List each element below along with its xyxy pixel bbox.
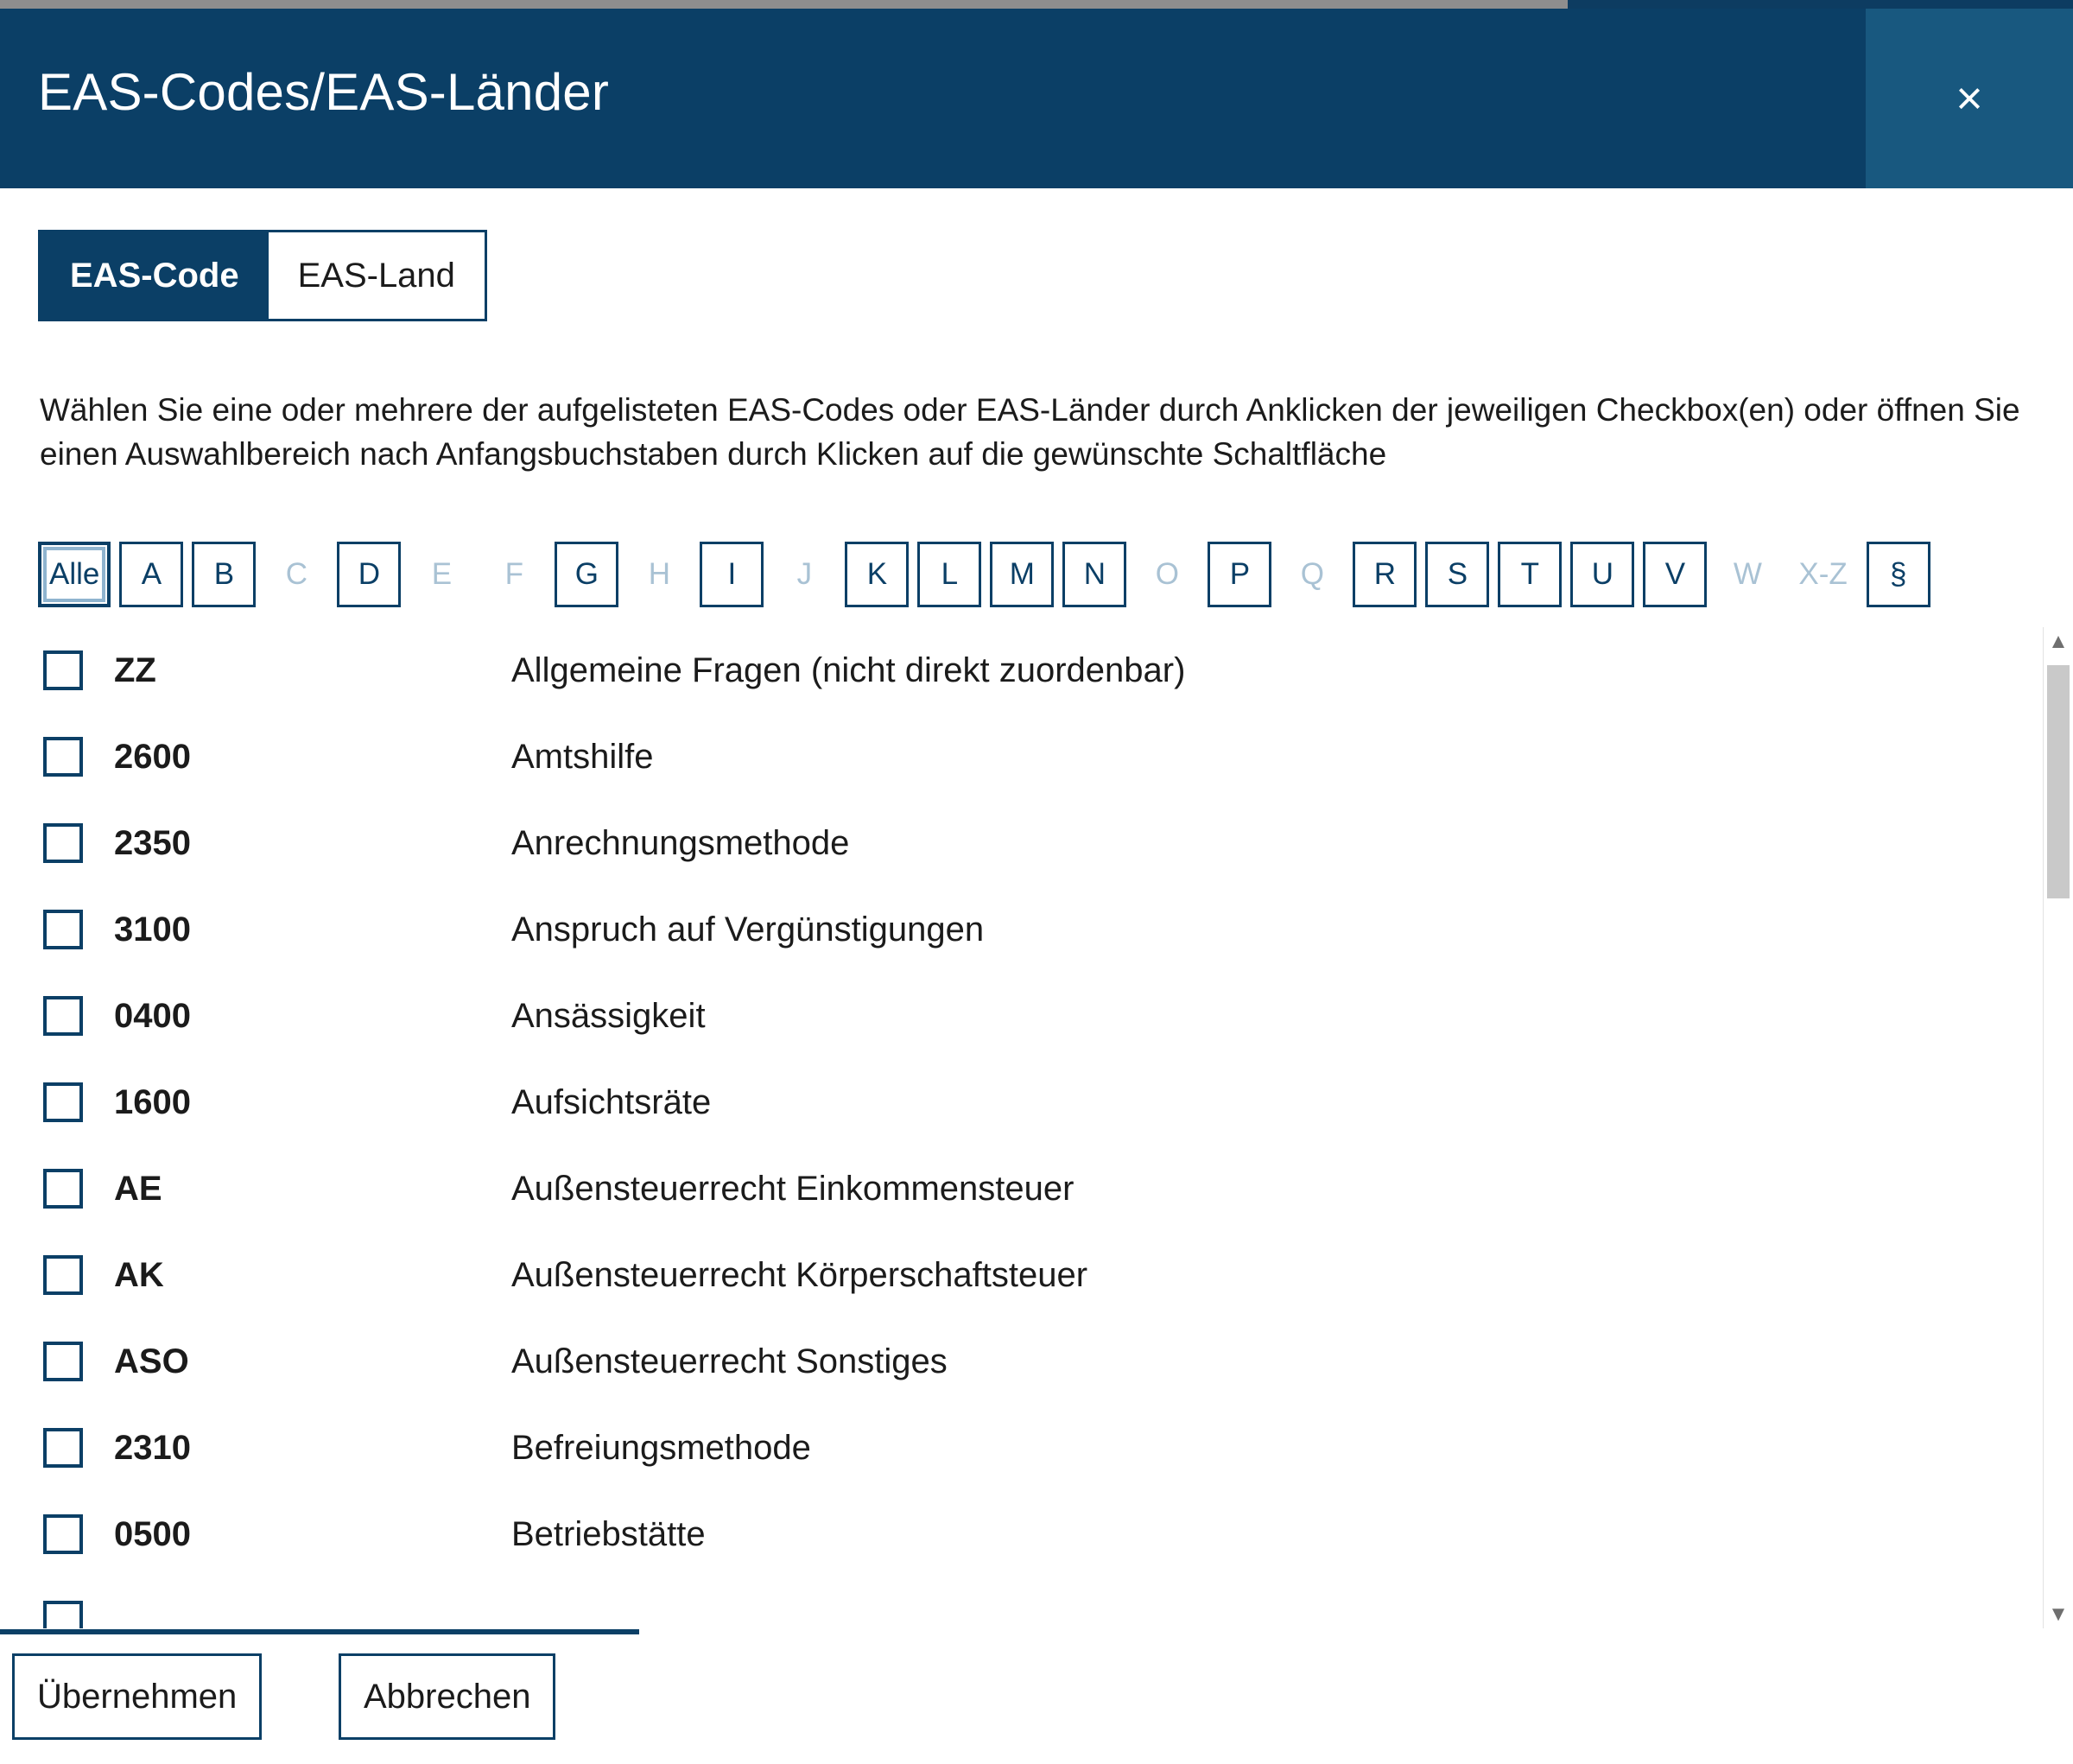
- cancel-button[interactable]: Abbrechen: [339, 1653, 555, 1740]
- eas-code-list: [0, 627, 2073, 1629]
- scroll-up-icon[interactable]: ▲: [2048, 630, 2069, 653]
- alphabet-filter-bar: [38, 542, 1939, 607]
- list-item-label: Aufsichtsräte: [511, 1082, 712, 1121]
- list-item-code: 0500: [114, 1514, 191, 1553]
- checkbox[interactable]: [43, 1169, 83, 1209]
- alpha-button-i[interactable]: I: [700, 542, 764, 607]
- list-item-label: Anrechnungsmethode: [511, 823, 850, 862]
- list-item-label: Außensteuerrecht Körperschaftsteuer: [511, 1255, 1088, 1294]
- alpha-button-xz: X-Z: [1788, 542, 1857, 607]
- alpha-button-e: E: [409, 542, 473, 607]
- list-item-label: Betriebstätte: [511, 1514, 706, 1553]
- list-item[interactable]: [0, 1145, 2013, 1232]
- background-strip-right: [1568, 0, 2073, 9]
- alpha-button-r[interactable]: R: [1353, 542, 1417, 607]
- list-item[interactable]: [0, 627, 2013, 714]
- eas-codes-dialog: [0, 9, 2073, 1764]
- alpha-button-b[interactable]: B: [192, 542, 256, 607]
- list-item-code: 1600: [114, 1082, 191, 1121]
- checkbox[interactable]: [43, 996, 83, 1036]
- alpha-button-m[interactable]: M: [990, 542, 1054, 607]
- list-item[interactable]: [0, 1405, 2013, 1491]
- list-item[interactable]: [0, 886, 2013, 973]
- close-button[interactable]: [1866, 9, 2073, 188]
- list-item-label: Außensteuerrecht Sonstiges: [511, 1342, 948, 1380]
- list-item-code: 0400: [114, 996, 191, 1035]
- scrollbar-thumb[interactable]: [2047, 665, 2070, 898]
- alpha-button-h: H: [627, 542, 691, 607]
- alpha-button-d[interactable]: D: [337, 542, 401, 607]
- close-icon: ×: [1956, 73, 1983, 124]
- list-scrollbar[interactable]: [2043, 627, 2073, 1629]
- list-item-label: Allgemeine Fragen (nicht direkt zuordenbar): [511, 650, 1186, 689]
- alpha-button-alle[interactable]: Alle: [38, 542, 111, 607]
- alpha-button-j: J: [772, 542, 836, 607]
- checkbox[interactable]: [43, 737, 83, 777]
- list-item-code: 2350: [114, 823, 191, 862]
- checkbox[interactable]: [43, 650, 83, 690]
- list-item-code: AK: [114, 1255, 164, 1294]
- list-item-label: Anspruch auf Vergünstigungen: [511, 910, 985, 949]
- list-item-partial[interactable]: [0, 1577, 2013, 1629]
- alpha-button-k[interactable]: K: [845, 542, 909, 607]
- list-item-code: 2600: [114, 737, 191, 776]
- dialog-header: [0, 9, 2073, 188]
- list-item[interactable]: [0, 1059, 2013, 1145]
- list-item[interactable]: [0, 714, 2013, 800]
- tab-eas-land[interactable]: EAS-Land: [269, 230, 487, 321]
- alpha-button-o: O: [1135, 542, 1199, 607]
- alpha-button-l[interactable]: L: [917, 542, 981, 607]
- alpha-button-paragraph[interactable]: §: [1867, 542, 1930, 607]
- list-item-code: ZZ: [114, 650, 156, 689]
- list-item-code: AE: [114, 1169, 162, 1208]
- alpha-button-v[interactable]: V: [1643, 542, 1707, 607]
- dialog-footer: [0, 1628, 2073, 1764]
- list-item-label: Ansässigkeit: [511, 996, 706, 1035]
- alpha-button-c: C: [264, 542, 328, 607]
- list-item-label: Amtshilfe: [511, 737, 654, 776]
- tab-eas-code[interactable]: EAS-Code: [38, 230, 269, 321]
- list-item[interactable]: [0, 1491, 2013, 1577]
- alpha-button-u[interactable]: U: [1570, 542, 1634, 607]
- list-item-code: 2310: [114, 1428, 191, 1467]
- alpha-button-g[interactable]: G: [555, 542, 618, 607]
- checkbox[interactable]: [43, 1255, 83, 1295]
- alpha-button-f: F: [482, 542, 546, 607]
- eas-code-list-inner: [0, 627, 2013, 1629]
- footer-divider: [0, 1629, 639, 1634]
- list-item[interactable]: [0, 1318, 2013, 1405]
- checkbox[interactable]: [43, 1428, 83, 1468]
- list-item-code: ASO: [114, 1342, 189, 1380]
- list-item-label: Befreiungsmethode: [511, 1428, 811, 1467]
- alpha-button-w: W: [1715, 542, 1779, 607]
- alpha-button-a[interactable]: A: [119, 542, 183, 607]
- instructions-text: Wählen Sie eine oder mehrere der aufgelisteten EAS-Codes oder EAS-Länder durch Anklicken der jeweiligen Checkbox(en) oder öffnen Sie einen Auswahlbereich nach Anfangsbuchstaben durch Klicken auf die gewünschte Schaltfläche: [40, 392, 2020, 472]
- checkbox[interactable]: [43, 910, 83, 949]
- checkbox[interactable]: [43, 1514, 83, 1554]
- alpha-button-n[interactable]: N: [1062, 542, 1126, 607]
- list-item-code: 3100: [114, 910, 191, 949]
- alpha-button-p[interactable]: P: [1208, 542, 1271, 607]
- list-item-label: Außensteuerrecht Einkommensteuer: [511, 1169, 1075, 1208]
- alpha-button-q: Q: [1280, 542, 1344, 607]
- checkbox[interactable]: [43, 1342, 83, 1381]
- checkbox[interactable]: [43, 1082, 83, 1122]
- alpha-button-s[interactable]: S: [1425, 542, 1489, 607]
- apply-button[interactable]: Übernehmen: [12, 1653, 262, 1740]
- list-item[interactable]: [0, 1232, 2013, 1318]
- list-item[interactable]: [0, 800, 2013, 886]
- checkbox[interactable]: [43, 1601, 83, 1629]
- tab-bar: [38, 230, 487, 321]
- page-title: EAS-Codes/EAS-Länder: [38, 63, 610, 121]
- list-item[interactable]: [0, 973, 2013, 1059]
- checkbox[interactable]: [43, 823, 83, 863]
- scroll-down-icon[interactable]: ▼: [2048, 1602, 2069, 1626]
- background-strip-left: [0, 0, 1568, 9]
- alpha-button-t[interactable]: T: [1498, 542, 1562, 607]
- scrollbar-track[interactable]: [2044, 657, 2073, 1600]
